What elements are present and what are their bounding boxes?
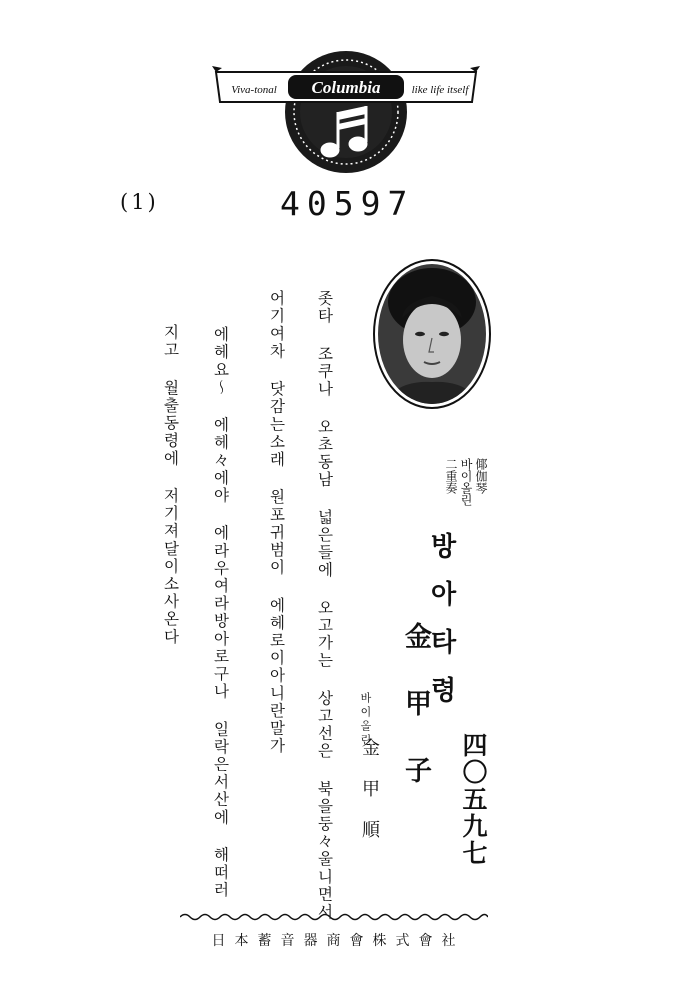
brand-name: Columbia xyxy=(311,78,381,97)
record-number: 40597 xyxy=(280,184,415,223)
lyric-line-1: 좃타 조쿠나 오초동남 넓은들에 오고가는 상고선은 북을둥々울니면서 xyxy=(315,290,334,921)
lyric-line-3: 에헤요〜 에헤々에야 에라우여라방아로구나 일락은서산에 해떠러 xyxy=(211,326,230,900)
genre-heading xyxy=(425,458,487,538)
columbia-logo xyxy=(212,48,480,176)
artist-portrait xyxy=(372,258,492,410)
page-number: (1) xyxy=(120,190,159,214)
right-slogan: like life itself xyxy=(411,84,469,96)
wavy-divider xyxy=(180,912,488,922)
artist-name: 金甲子 xyxy=(400,622,431,823)
publisher-footer: 日本蓄音器商會株式會社 xyxy=(211,933,465,949)
genre-line-2: 바이올린 xyxy=(459,458,473,506)
lyric-line-4: 지고 월출동령에 저기져달이소사온다 xyxy=(161,324,180,646)
genre-line-3: 二重奏 xyxy=(444,458,458,494)
catalog-number-cjk: 四〇五九七 xyxy=(459,732,488,867)
left-slogan: Viva-tonal xyxy=(231,84,277,96)
lyric-line-2: 어기여차 닷감는소래 원포귀범이 에헤로이아니란말가 xyxy=(267,290,286,756)
genre-line-1: 倻伽琴 xyxy=(474,458,488,494)
violinist-name: 金甲順 xyxy=(359,738,380,861)
violin-label: 바이올린 xyxy=(359,692,372,748)
song-title: 방아타령 xyxy=(426,532,456,724)
